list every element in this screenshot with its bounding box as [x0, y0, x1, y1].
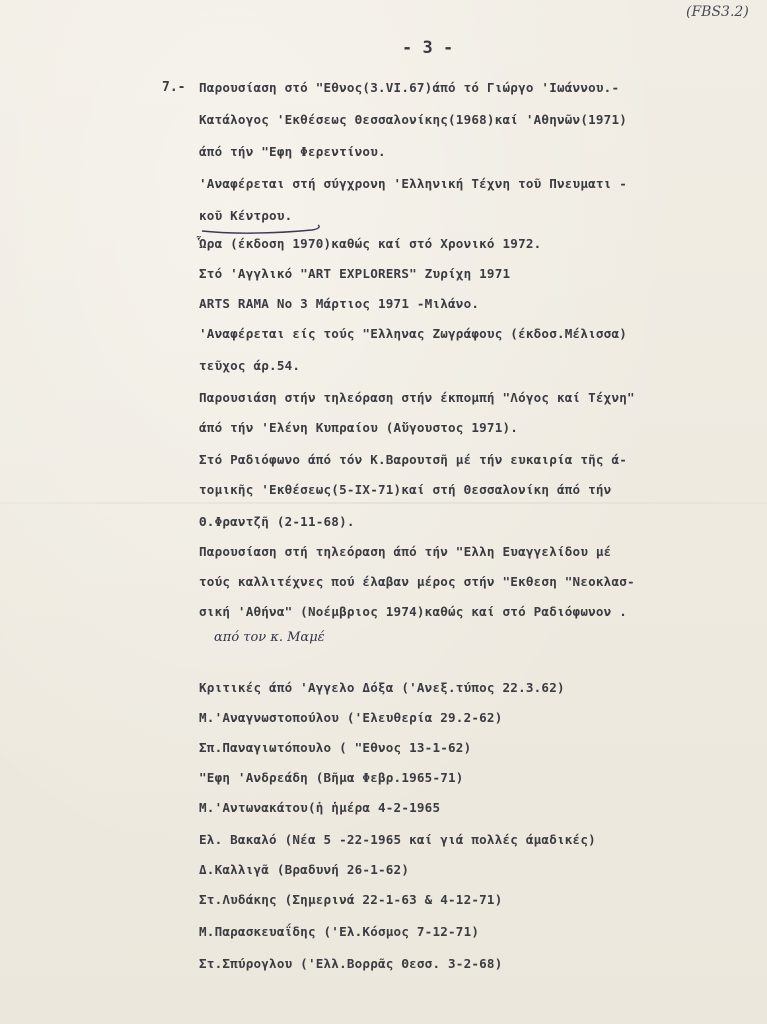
body-line: άπό τήν "Εφη Φερεντίνου.: [199, 144, 386, 159]
critics-line: Ελ. Βακαλό (Νέα 5 -22-1965 καί γιά πολλές άμαδικές): [199, 832, 596, 847]
body-line: Κατάλογος 'Εκθέσεως Θεσσαλονίκης(1968)καί 'Αθηνῶν(1971): [199, 112, 628, 127]
item-number: 7.-: [162, 80, 186, 95]
body-line: ARTS RAMA No 3 Μάρτιος 1971 -Μιλάνο.: [199, 296, 480, 311]
body-line: Παρουσιάση στήν τηλεόραση στήν έκπομπή "Λόγος καί Τέχνη": [199, 390, 635, 405]
paper-fold-line: [0, 502, 767, 504]
body-line: σική 'Αθήνα" (Νοέμβριος 1974)καθώς καί στό Ραδιόφωνον .: [199, 604, 628, 619]
handwritten-note: από τον κ. Μαμέ: [214, 630, 325, 645]
body-line: Παρουσίαση στή τηλεόραση άπό τήν "Ελλη Ευαγγελίδου μέ: [199, 544, 612, 559]
body-line: άπό τήν 'Ελένη Κυπραίου (Αὔγουστος 1971).: [199, 420, 519, 435]
archive-reference-mark: (FBS3.2): [686, 4, 749, 20]
critics-line: "Εφη 'Ανδρεάδη (Βῆμα Φεβρ.1965-71): [199, 770, 464, 785]
critics-line: Στ.Λυδάκης (Σημερινά 22-1-63 & 4-12-71): [199, 892, 503, 907]
critics-line: Δ.Καλλιγᾶ (Βραδυνή 26-1-62): [199, 862, 410, 877]
body-line: Στό Ραδιόφωνο άπό τόν Κ.Βαρουτσῆ μέ τήν ευκαιρία τῆς ά-: [199, 452, 628, 467]
body-line: τούς καλλιτέχνες πού έλαβαν μέρος στήν "Εκθεση "Νεοκλασ-: [199, 574, 635, 589]
critics-line: Μ.Παρασκευαΐδης ('Ελ.Κόσμος 7-12-71): [199, 924, 480, 939]
critics-line: Μ.'Αναγνωστοπούλου ('Ελευθερία 29.2-62): [199, 710, 503, 725]
page-number: - 3 -: [402, 38, 454, 58]
body-line: Στό 'Αγγλικό "ART EXPLORERS" Ζυρίχη 1971: [199, 266, 511, 281]
critics-line: Σπ.Παναγιωτόπουλο ( "Εθνος 13-1-62): [199, 740, 472, 755]
handwritten-underline-mark: [200, 222, 325, 236]
body-line: κοῦ Κέντρου.: [199, 208, 293, 223]
body-line: 'Αναφέρεται είς τούς "Ελληνας Ζωγράφους (έκδοσ.Μέλισσα): [199, 326, 628, 341]
body-line: Θ.Φραντζῆ (2-11-68).: [199, 514, 355, 529]
body-line: Ὧρα (έκδοση 1970)καθώς καί στό Χρονικό 1972.: [199, 236, 542, 251]
critics-line: Κριτικές άπό 'Αγγελο Δόξα ('Ανεξ.τύπος 22.3.62): [199, 680, 565, 695]
body-line: τεῦχος άρ.54.: [199, 358, 301, 373]
body-line: Παρουσίαση στό "Εθνος(3.VI.67)άπό τό Γιώργο 'Ιωάννου.-: [199, 80, 620, 95]
body-line: 'Αναφέρεται στή σύγχρονη 'Ελληνική Τέχνη τοῦ Πνευματι -: [199, 176, 628, 191]
critics-line: Στ.Σπύρογλου ('Ελλ.Βορρᾶς Θεσσ. 3-2-68): [199, 956, 503, 971]
critics-line: Μ.'Αντωνακάτου(ἡ ἡμέρα 4-2-1965: [199, 800, 441, 815]
body-line: τομικῆς 'Εκθέσεως(5-ΙΧ-71)καί στή Θεσσαλονίκη άπό τήν: [199, 482, 612, 497]
